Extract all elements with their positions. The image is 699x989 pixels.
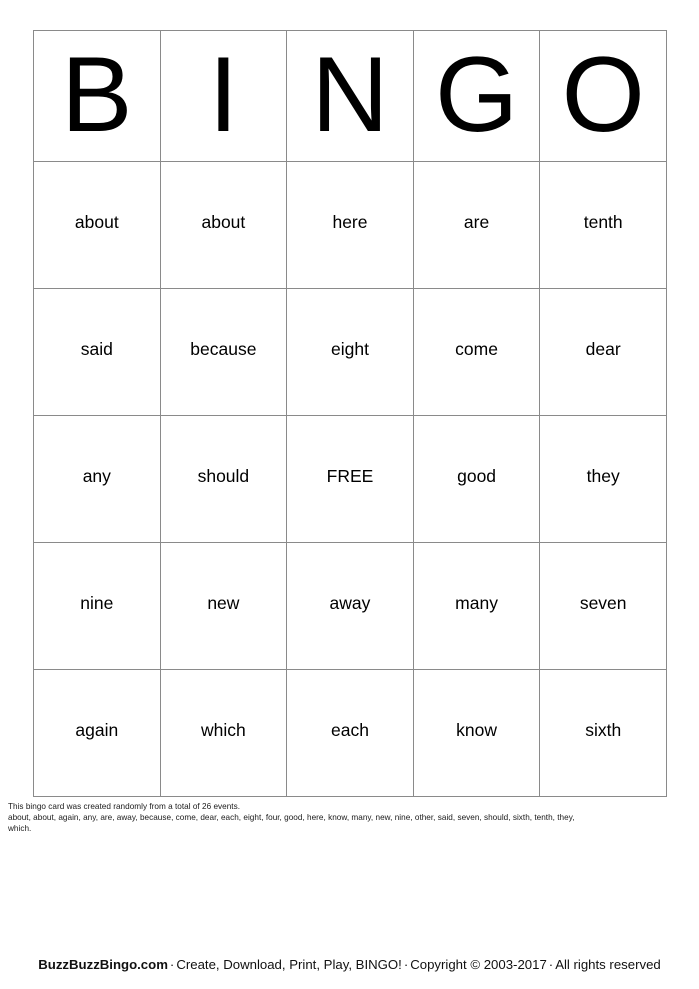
bingo-card xyxy=(33,30,667,792)
bingo-cell-label: here xyxy=(332,212,368,233)
bingo-cell-label: away xyxy=(329,593,371,614)
header-letter: B xyxy=(61,33,133,154)
bingo-cell-label: sixth xyxy=(585,720,622,741)
header-letter: O xyxy=(561,33,645,154)
bingo-cell-label: any xyxy=(82,466,111,487)
header-cell-b xyxy=(34,31,161,162)
bingo-cell[interactable] xyxy=(540,416,667,543)
bingo-cell[interactable] xyxy=(160,416,287,543)
footnote xyxy=(8,801,688,835)
footer-rights: All rights reserved xyxy=(555,957,661,972)
bingo-cell[interactable] xyxy=(160,543,287,670)
bingo-cell-label: which xyxy=(201,720,246,741)
bingo-row xyxy=(34,289,667,416)
bingo-cell-label: are xyxy=(463,212,490,233)
bingo-cell[interactable] xyxy=(540,162,667,289)
footnote-wordlist-cont: which. xyxy=(8,824,32,834)
header-letter: N xyxy=(311,33,389,154)
bingo-cell-label: know xyxy=(456,720,497,741)
header-cell-g xyxy=(413,31,540,162)
footer-separator: · xyxy=(403,957,409,972)
bingo-cell[interactable] xyxy=(287,670,414,797)
bingo-cell[interactable] xyxy=(34,162,161,289)
bingo-cell-label: about xyxy=(74,212,119,233)
bingo-cell[interactable] xyxy=(160,670,287,797)
footer-separator: · xyxy=(548,957,554,972)
bingo-cell[interactable] xyxy=(34,289,161,416)
bingo-cell[interactable] xyxy=(34,416,161,543)
bingo-row xyxy=(34,162,667,289)
header-letter: I xyxy=(208,33,239,154)
bingo-cell[interactable] xyxy=(413,289,540,416)
bingo-cell[interactable] xyxy=(34,670,161,797)
bingo-cell-free[interactable] xyxy=(287,416,414,543)
bingo-cell[interactable] xyxy=(287,162,414,289)
bingo-cell[interactable] xyxy=(413,416,540,543)
bingo-cell-label: they xyxy=(586,466,620,487)
bingo-cell-label: each xyxy=(331,720,369,741)
header-cell-n xyxy=(287,31,414,162)
bingo-cell-label: about xyxy=(201,212,246,233)
bingo-cell-label: new xyxy=(207,593,240,614)
header-cell-o xyxy=(540,31,667,162)
footer-brand[interactable]: BuzzBuzzBingo.com xyxy=(38,957,168,972)
bingo-cell-label: tenth xyxy=(583,212,623,233)
bingo-cell[interactable] xyxy=(413,162,540,289)
bingo-cell-label: good xyxy=(457,466,497,487)
bingo-cell-label: many xyxy=(455,593,498,614)
header-cell-i xyxy=(160,31,287,162)
bingo-cell[interactable] xyxy=(34,543,161,670)
bingo-cell-label: again xyxy=(75,720,119,741)
footer-separator: · xyxy=(169,957,175,972)
bingo-cell[interactable] xyxy=(413,543,540,670)
bingo-row xyxy=(34,543,667,670)
bingo-row xyxy=(34,416,667,543)
bingo-row xyxy=(34,670,667,797)
footer xyxy=(0,956,699,974)
bingo-cell[interactable] xyxy=(540,289,667,416)
bingo-cell[interactable] xyxy=(160,289,287,416)
bingo-cell[interactable] xyxy=(160,162,287,289)
bingo-cell[interactable] xyxy=(287,289,414,416)
bingo-grid xyxy=(33,30,667,797)
bingo-cell-label: dear xyxy=(585,339,621,360)
bingo-cell-label: said xyxy=(80,339,113,360)
bingo-cell[interactable] xyxy=(413,670,540,797)
bingo-cell[interactable] xyxy=(287,543,414,670)
footnote-summary: This bingo card was created randomly from a total of 26 events. xyxy=(8,802,240,811)
footer-tagline: Create, Download, Print, Play, BINGO! xyxy=(176,957,402,972)
bingo-cell-label: because xyxy=(190,339,257,360)
bingo-cell-label: eight xyxy=(331,339,369,360)
footer-copyright: Copyright © 2003-2017 xyxy=(410,957,547,972)
header-letter: G xyxy=(434,33,519,154)
bingo-cell-label: seven xyxy=(579,593,627,614)
bingo-cell-label: come xyxy=(455,339,498,360)
bingo-cell[interactable] xyxy=(540,670,667,797)
bingo-cell-label: should xyxy=(197,466,250,487)
bingo-header-row xyxy=(34,31,667,162)
bingo-cell[interactable] xyxy=(540,543,667,670)
bingo-cell-label: FREE xyxy=(326,466,374,487)
footnote-wordlist: about, about, again, any, are, away, because, come, dear, each, eight, four, good, here, know, many, new, nine, other, said, seven, should, sixth, tenth, they, xyxy=(8,813,575,823)
bingo-cell-label: nine xyxy=(80,593,114,614)
